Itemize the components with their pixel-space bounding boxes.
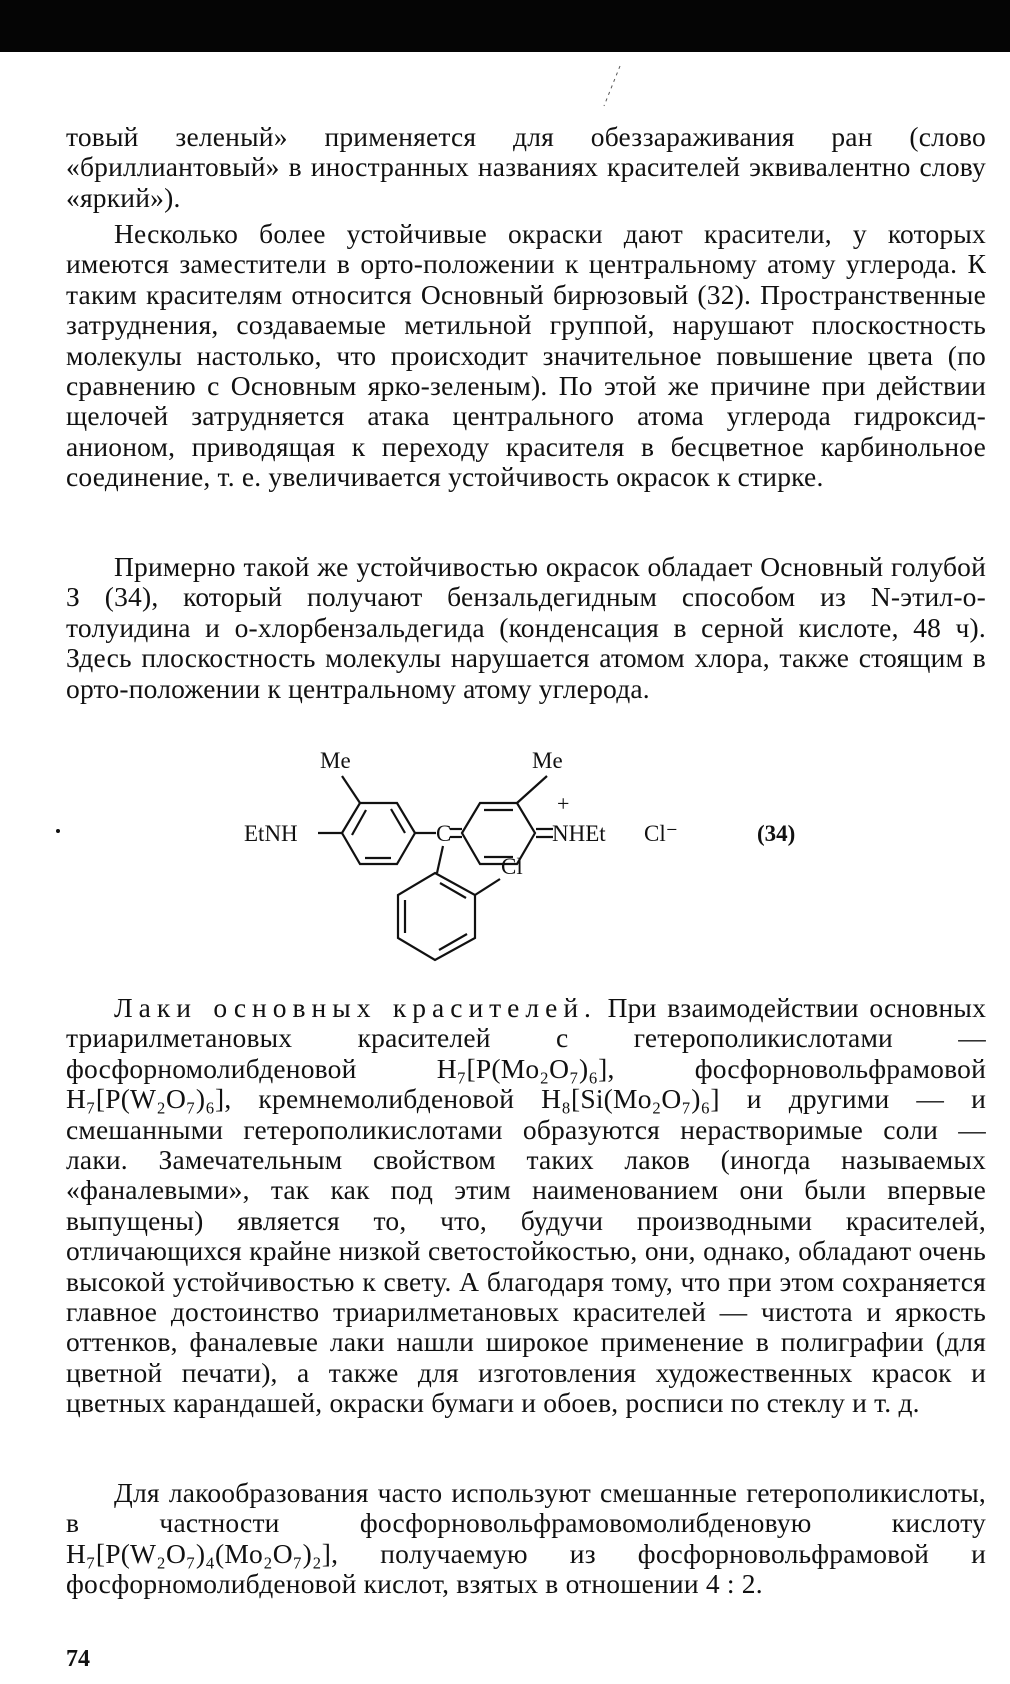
formula-svg <box>0 740 1010 976</box>
paragraph-3 <box>66 552 986 704</box>
paragraph-5-text: Для лакообразования часто используют смешанные гетерополикислоты, в частности фосфорновольфрамовомолибденовую кислоту H₇[P(W₂O₇)₄(Mo₂O₇)₂], получаемую из фосфорновольфрамовой и фосфорномолибденовой кислот, взятых в отношении 4 : 2. <box>66 1477 986 1600</box>
section-body: При взаимодействии основных триарилметановых красителей с гетерополикислотами — фосфорномолибденовой H₇[P(Mo₂O₇)₆], фосфорновольфрамовой H₇[P(W₂O₇)₆], кремнемолибденовой H₈[Si(Mo₂O₇)₆] и другими — и смешанными гетерополикислотами образуются нерастворимые соли — лаки. Замечательным свойством таких лаков (иногда называемых «фаналевыми», так как под этим наименованием они были впервые выпущены) является то, что, будучи производными красителей, отличающихся крайне низкой светостойкостью, они, однако, обладают очень высокой устойчивостью к свету. А благодаря тому, что при этом сохраняется главное достоинство триарилметановых красителей — чистота и яркость оттенков, фаналевые лаки нашли широкое применение в полиграфии (для цветной печати), а также для изготовления художественных красок и цветных карандашей, окраски бумаги и обоев, росписи по стеклу и т. д. <box>66 992 987 1419</box>
formula-cl-substituent: Cl <box>501 854 523 879</box>
section-lakes <box>66 993 986 1419</box>
scan-top-band <box>0 0 1010 52</box>
formula-central-carbon: C <box>436 821 452 846</box>
paragraph-1-text: товый зеленый» применяется для обеззараживания ран (слово «бриллиантовый» в иностранных названиях красителей эквивалентно слову «яркий»). <box>66 121 986 213</box>
formula-nhet: NHEt <box>552 821 606 846</box>
structural-formula <box>0 740 1010 976</box>
section-heading: Лаки основных красителей. <box>114 992 597 1023</box>
paragraph-5 <box>66 1478 986 1600</box>
formula-me-right: Me <box>532 748 563 773</box>
formula-chloride: Cl⁻ <box>644 821 678 846</box>
right-quinoid-ring <box>462 803 535 864</box>
bottom-benzene-ring <box>398 873 475 960</box>
scan-mark <box>600 60 630 110</box>
formula-plus-charge: + <box>557 791 570 816</box>
formula-etnh: EtNH <box>244 821 298 846</box>
page-number: 74 <box>66 1646 90 1672</box>
paragraph-1 <box>66 122 986 213</box>
paragraph-2-text: Несколько более устойчивые окраски дают красители, у которых имеются заместители в орто-положении к центральному атому углерода. К таким красителям относится Основный бирюзовый (32). Пространственные затруднения, создаваемые метильной группой, нарушают плоскостность молекулы настолько, что происходит значительное повышение цвета (по сравнению с Основным ярко-зеленым). По этой же причине при действии щелочей затрудняется атака центрального атома углерода гидроксид-анионом, приводящая к переходу красителя в бесцветное карбинольное соединение, т. е. увеличивается устойчивость окрасок к стирке. <box>66 218 986 493</box>
paragraph-3-text: Примерно такой же устойчивостью окрасок обладает Основный голубой З (34), который получают бензальдегидным способом из N-этил-о-толуидина и о-хлорбензальдегида (конденсация в серной кислоте, 48 ч). Здесь плоскостность молекулы нарушается атомом хлора, также стоящим в орто-положении к центральному атому углерода. <box>66 551 986 704</box>
paragraph-2 <box>66 219 986 493</box>
formula-number: (34) <box>757 821 796 846</box>
formula-me-left: Me <box>320 748 351 773</box>
